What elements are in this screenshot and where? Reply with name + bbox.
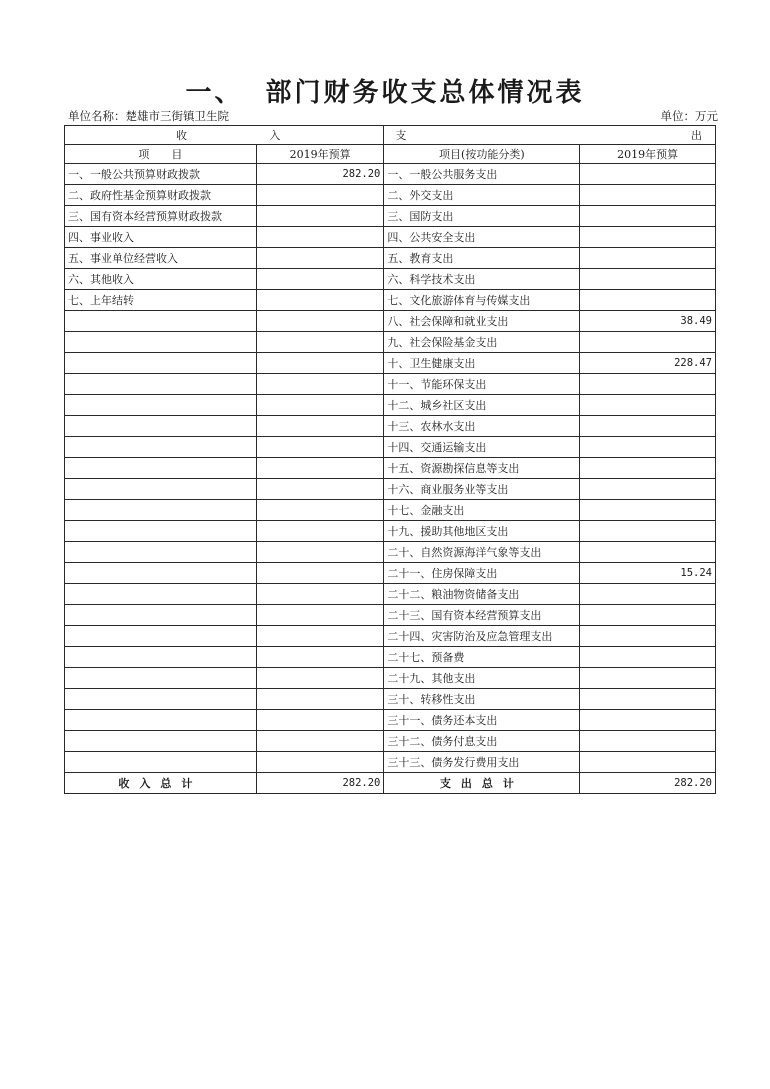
table-row <box>65 584 716 605</box>
income-amount-cell <box>256 416 384 437</box>
income-amount-cell <box>256 752 384 773</box>
expense-amount-cell <box>580 395 716 416</box>
income-amount-cell <box>256 332 384 353</box>
expense-item-cell: 十五、资源勘探信息等支出 <box>384 458 580 479</box>
income-amount-cell <box>256 521 384 542</box>
income-item-cell <box>65 479 257 500</box>
expense-amount-cell <box>580 584 716 605</box>
expense-amount-cell <box>580 248 716 269</box>
expense-item-cell: 二十九、其他支出 <box>384 668 580 689</box>
expense-item-cell: 九、社会保险基金支出 <box>384 332 580 353</box>
table-row <box>65 542 716 563</box>
expense-amount-cell <box>580 542 716 563</box>
table-row <box>65 605 716 626</box>
expense-item-cell: 七、文化旅游体育与传媒支出 <box>384 290 580 311</box>
table-row <box>65 479 716 500</box>
expense-amount-cell: 38.49 <box>580 311 716 332</box>
expense-amount-cell <box>580 668 716 689</box>
income-item-cell: 六、其他收入 <box>65 269 257 290</box>
header-row-columns <box>65 145 716 164</box>
income-total-amount: 282.20 <box>256 773 384 794</box>
income-item-cell <box>65 374 257 395</box>
income-item-cell <box>65 521 257 542</box>
income-amount-cell <box>256 647 384 668</box>
income-amount-cell <box>256 731 384 752</box>
table-row <box>65 458 716 479</box>
income-amount-cell <box>256 290 384 311</box>
expense-item-cell: 四、公共安全支出 <box>384 227 580 248</box>
income-item-cell <box>65 437 257 458</box>
income-amount-cell <box>256 185 384 206</box>
expense-item-cell: 二十二、粮油物资储备支出 <box>384 584 580 605</box>
expense-item-cell: 十九、援助其他地区支出 <box>384 521 580 542</box>
income-amount-cell <box>256 353 384 374</box>
income-item-cell <box>65 689 257 710</box>
income-item-cell <box>65 752 257 773</box>
table-row <box>65 437 716 458</box>
expense-amount-cell <box>580 605 716 626</box>
unit-label: 单位：万元 <box>660 109 718 123</box>
table-row <box>65 521 716 542</box>
income-amount-cell <box>256 374 384 395</box>
income-amount-cell <box>256 248 384 269</box>
income-group-header: 收 入 <box>65 126 384 145</box>
income-amount-cell <box>256 437 384 458</box>
expense-item-cell: 二十四、灾害防治及应急管理支出 <box>384 626 580 647</box>
expense-item-cell: 三十一、债务还本支出 <box>384 710 580 731</box>
expense-amount-cell <box>580 458 716 479</box>
unit-name: 单位名称：楚雄市三街镇卫生院 <box>68 109 229 123</box>
expense-item-cell: 一、一般公共服务支出 <box>384 164 580 185</box>
income-item-cell <box>65 353 257 374</box>
income-amount-cell <box>256 311 384 332</box>
income-item-cell <box>65 731 257 752</box>
table-row <box>65 626 716 647</box>
table-row <box>65 500 716 521</box>
income-item-cell <box>65 458 257 479</box>
table-row <box>65 227 716 248</box>
finance-table <box>64 125 716 794</box>
income-item-cell: 二、政府性基金预算财政拨款 <box>65 185 257 206</box>
table-row <box>65 374 716 395</box>
income-item-cell: 三、国有资本经营预算财政拨款 <box>65 206 257 227</box>
income-item-cell <box>65 647 257 668</box>
expense-item-cell: 三、国防支出 <box>384 206 580 227</box>
income-item-cell: 七、上年结转 <box>65 290 257 311</box>
expense-amount-cell <box>580 647 716 668</box>
table-row <box>65 563 716 584</box>
income-amount-cell <box>256 710 384 731</box>
income-total-label: 收入总计 <box>65 773 257 794</box>
expense-item-cell: 八、社会保障和就业支出 <box>384 311 580 332</box>
expense-item-cell: 三十三、债务发行费用支出 <box>384 752 580 773</box>
col-budget-header: 2019年预算 <box>256 145 384 164</box>
table-row <box>65 248 716 269</box>
income-item-cell <box>65 668 257 689</box>
income-amount-cell <box>256 500 384 521</box>
table-row <box>65 668 716 689</box>
income-item-cell <box>65 584 257 605</box>
expense-amount-cell <box>580 269 716 290</box>
income-item-cell: 一、一般公共预算财政拨款 <box>65 164 257 185</box>
income-amount-cell <box>256 605 384 626</box>
income-amount-cell <box>256 395 384 416</box>
expense-amount-cell <box>580 332 716 353</box>
expense-amount-cell <box>580 374 716 395</box>
expense-amount-cell <box>580 416 716 437</box>
income-amount-cell <box>256 626 384 647</box>
page-title <box>0 72 770 109</box>
table-row <box>65 206 716 227</box>
expense-amount-cell <box>580 227 716 248</box>
expense-item-cell: 十四、交通运输支出 <box>384 437 580 458</box>
table-row <box>65 269 716 290</box>
expense-item-cell: 十、卫生健康支出 <box>384 353 580 374</box>
table-row <box>65 185 716 206</box>
expense-amount-cell <box>580 290 716 311</box>
income-amount-cell <box>256 563 384 584</box>
income-item-cell: 五、事业单位经营收入 <box>65 248 257 269</box>
expense-item-cell: 十七、金融支出 <box>384 500 580 521</box>
expense-item-cell: 三十、转移性支出 <box>384 689 580 710</box>
table-row <box>65 647 716 668</box>
income-amount-cell <box>256 689 384 710</box>
income-item-cell <box>65 626 257 647</box>
expense-amount-cell <box>580 437 716 458</box>
expense-amount-cell <box>580 731 716 752</box>
table-row <box>65 311 716 332</box>
expense-item-cell: 三十二、债务付息支出 <box>384 731 580 752</box>
table-row <box>65 416 716 437</box>
income-item-cell <box>65 395 257 416</box>
expense-amount-cell <box>580 206 716 227</box>
income-amount-cell <box>256 206 384 227</box>
income-amount-cell <box>256 458 384 479</box>
expense-item-cell: 二、外交支出 <box>384 185 580 206</box>
expense-amount-cell <box>580 710 716 731</box>
income-amount-cell <box>256 542 384 563</box>
table-row <box>65 332 716 353</box>
expense-amount-cell <box>580 185 716 206</box>
expense-amount-cell <box>580 479 716 500</box>
expense-amount-cell: 15.24 <box>580 563 716 584</box>
income-amount-cell: 282.20 <box>256 164 384 185</box>
table-row <box>65 353 716 374</box>
table-row <box>65 689 716 710</box>
income-amount-cell <box>256 479 384 500</box>
col-item-header: 项 目 <box>65 145 257 164</box>
expense-item-cell: 二十一、住房保障支出 <box>384 563 580 584</box>
income-item-cell <box>65 416 257 437</box>
expense-amount-cell <box>580 500 716 521</box>
expense-amount-cell <box>580 752 716 773</box>
expense-item-cell: 二十、自然资源海洋气象等支出 <box>384 542 580 563</box>
expense-item-cell: 十六、商业服务业等支出 <box>384 479 580 500</box>
expense-item-cell: 十三、农林水支出 <box>384 416 580 437</box>
col-budget2-header: 2019年预算 <box>580 145 716 164</box>
income-amount-cell <box>256 227 384 248</box>
expense-item-cell: 二十七、预备费 <box>384 647 580 668</box>
income-item-cell <box>65 710 257 731</box>
income-item-cell <box>65 605 257 626</box>
expense-item-cell: 六、科学技术支出 <box>384 269 580 290</box>
title-number: 一、 <box>185 78 244 108</box>
table-row <box>65 710 716 731</box>
header-row-group <box>65 126 716 145</box>
expense-group-header: 支 出 <box>384 126 716 145</box>
col-item-func-header: 项目(按功能分类) <box>384 145 580 164</box>
title-text: 部门财务收支总体情况表 <box>265 78 585 108</box>
expense-amount-cell <box>580 164 716 185</box>
income-amount-cell <box>256 269 384 290</box>
expense-item-cell: 十一、节能环保支出 <box>384 374 580 395</box>
expense-item-cell: 五、教育支出 <box>384 248 580 269</box>
table-row <box>65 164 716 185</box>
expense-item-cell: 十二、城乡社区支出 <box>384 395 580 416</box>
totals-row <box>65 773 716 794</box>
income-amount-cell <box>256 668 384 689</box>
income-item-cell: 四、事业收入 <box>65 227 257 248</box>
income-amount-cell <box>256 584 384 605</box>
table-row <box>65 395 716 416</box>
table-row <box>65 290 716 311</box>
expense-amount-cell <box>580 689 716 710</box>
table-row <box>65 731 716 752</box>
income-item-cell <box>65 311 257 332</box>
expense-amount-cell <box>580 521 716 542</box>
expense-amount-cell: 228.47 <box>580 353 716 374</box>
income-item-cell <box>65 542 257 563</box>
income-item-cell <box>65 500 257 521</box>
expense-total-label: 支出总计 <box>384 773 580 794</box>
expense-amount-cell <box>580 626 716 647</box>
income-item-cell <box>65 332 257 353</box>
table-row <box>65 752 716 773</box>
income-item-cell <box>65 563 257 584</box>
expense-item-cell: 二十三、国有资本经营预算支出 <box>384 605 580 626</box>
expense-total-amount: 282.20 <box>580 773 716 794</box>
